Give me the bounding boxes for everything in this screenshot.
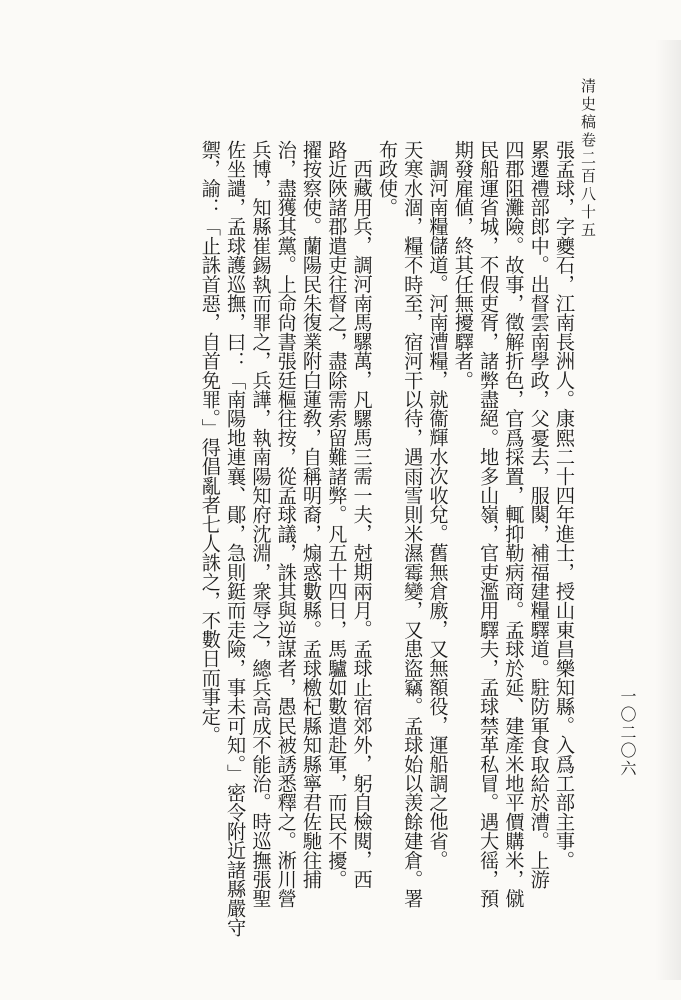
body-text bbox=[198, 140, 577, 937]
text-column: 佐坐譴，孟球護巡撫，曰：「南陽地連襄、鄖，急則鋌而走險，事未可知。」密令附近諸縣嚴守 bbox=[224, 140, 248, 937]
text-column: 調河南糧儲道。河南漕糧，就衞輝水次收兌。舊無倉廒，又無額役，運船調之他省。 bbox=[426, 159, 450, 870]
text-column: 布政使。 bbox=[375, 140, 399, 217]
text-column: 兵博，知縣崔錫執而罪之，兵譁，執南陽知府沈淵，衆辱之，總兵高成不能治。時巡撫張聖 bbox=[249, 140, 273, 908]
page-number: 一〇二〇六 bbox=[618, 688, 637, 778]
page-edge-shadow bbox=[655, 40, 681, 980]
text-column: 擢按察使。蘭陽民朱復業附白蓮敎，自稱明裔，煽惑數縣。孟球檄杞縣知縣寧君佐馳往捕 bbox=[300, 140, 324, 889]
text-column: 四郡阻灘險。故事，徵解折色，官爲採置，輒抑勒病商。孟球於延、建產米地平價購米，僦 bbox=[502, 140, 526, 908]
text-column: 路近陜諸郡遣吏往督之，盡除需索留難諸弊。凡五十四日，馬驢如數遣赴軍，而民不擾。 bbox=[325, 140, 349, 889]
text-column: 天寒水涸，糧不時至，宿河干以待，遇雨雪則米濕霉變，又患盜竊。孟球始以羡餘建倉。署 bbox=[401, 140, 425, 908]
text-column: 禦，諭：「止誅首惡，自首免罪。」得倡亂者七人誅之，不數日而事定。 bbox=[198, 140, 222, 745]
text-column: 西藏用兵，調河南馬騾萬，凡騾馬三需一夫，尅期兩月。孟球止宿郊外，躬自檢閱，西 bbox=[350, 159, 374, 889]
text-column: 期發雇値，終其任無擾驛者。 bbox=[451, 140, 475, 390]
book-title-header: 清史稿卷二百八十五 bbox=[579, 78, 597, 240]
text-column: 累遷禮部郎中。出督雲南學政，父憂去，服闋，補福建糧驛道。駐防軍食取給於漕。上游 bbox=[527, 140, 551, 889]
text-column: 民船運省城，不假吏胥，諸弊盡絕。地多山嶺，官吏濫用驛夫，孟球禁革私冒。遇大徭，預 bbox=[477, 140, 501, 908]
text-column: 治，盡獲其黨。上命尙書張廷樞往按，從孟球議，誅其與逆謀者，愚民被誘悉釋之。淅川營 bbox=[274, 140, 298, 908]
text-column: 張孟球，字夔石，江南長洲人。康熙二十四年進士，授山東昌樂知縣。入爲工部主事。 bbox=[553, 140, 576, 870]
